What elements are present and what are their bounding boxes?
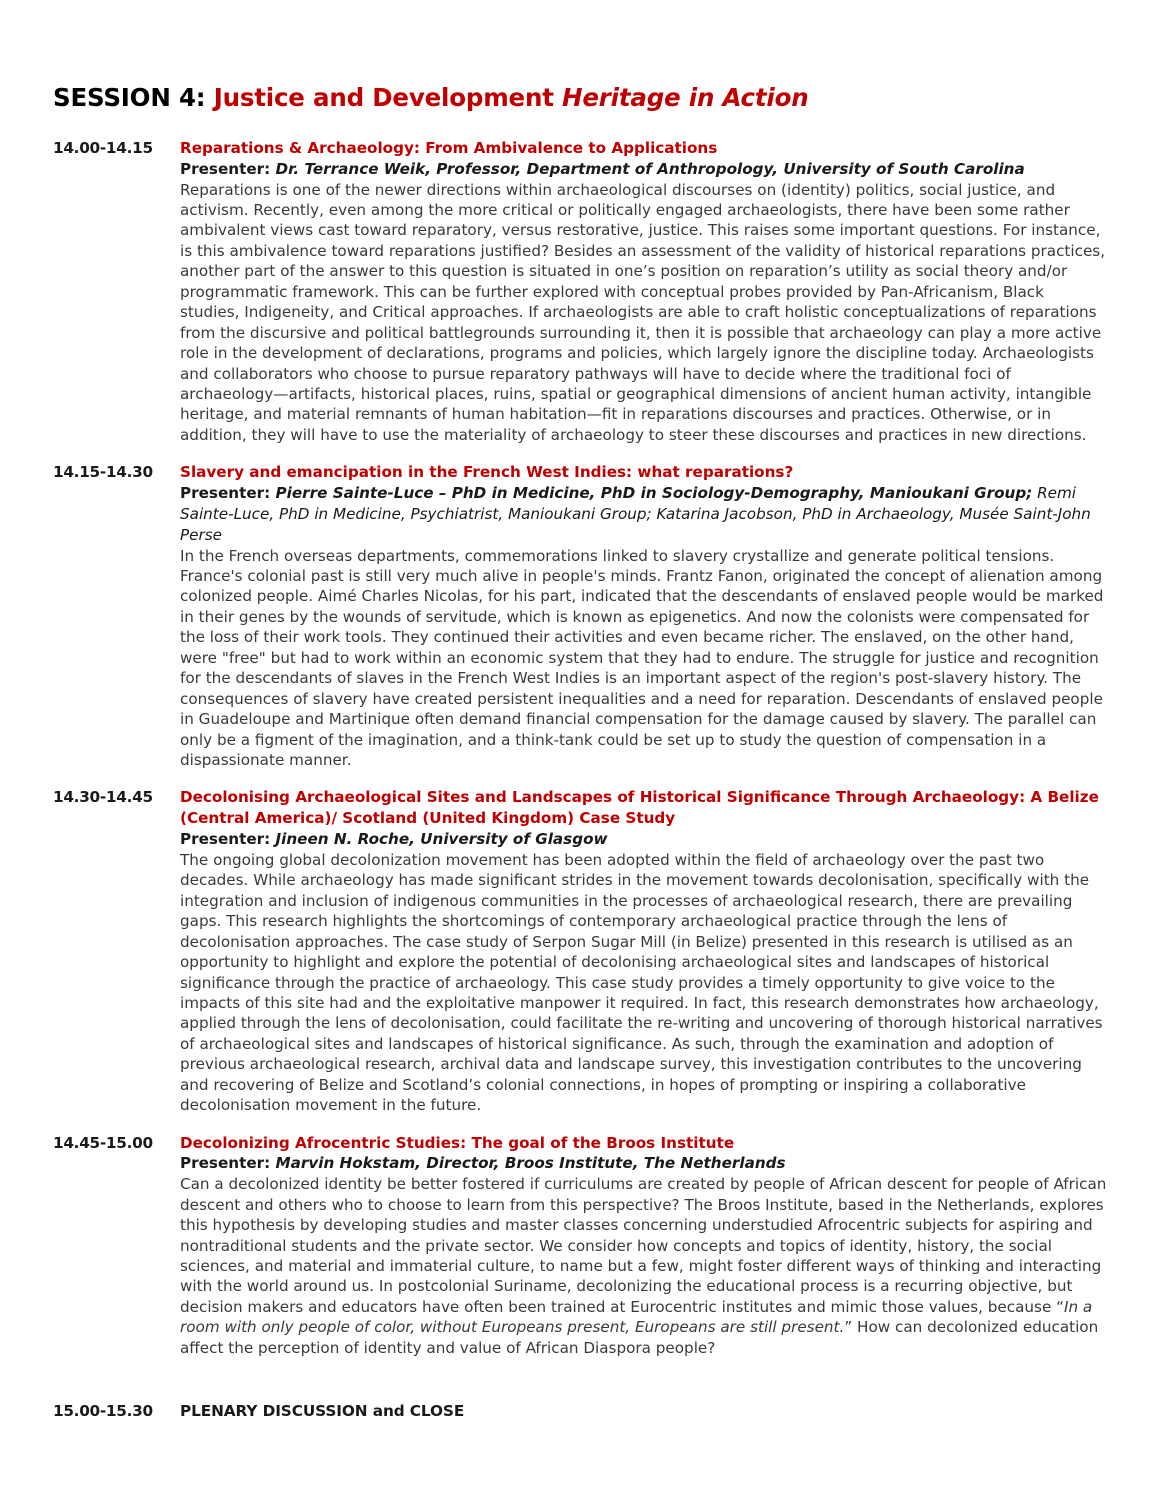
presenter-line	[180, 483, 1108, 545]
abstract-text	[180, 1174, 1108, 1358]
talk-title: Reparations & Archaeology: From Ambivalence to Applications	[180, 138, 718, 157]
presenter-label: Presenter:	[180, 484, 271, 503]
entry-time: 14.45-15.00	[53, 1133, 153, 1152]
page-title	[53, 85, 1108, 112]
schedule-entry-3	[53, 787, 1108, 1115]
presenter-label: Presenter:	[180, 1154, 271, 1173]
talk-title: Decolonising Archaeological Sites and Landscapes of Historical Significance Through Archaeology: A Belize (Central America)/ Scotland (United Kingdom) Case Study	[180, 788, 1099, 828]
abstract-text: The ongoing global decolonization movement has been adopted within the field of archaeology over the past two decades. While archaeology has made significant strides in the movement towards decolonisation, specifically with the integration and inclusion of indigenous communities in the processes of archaeological research, there are prevailing gaps. This research highlights the shortcomings of contemporary archaeological practice through the lens of decolonisation approaches. The case study of Serpon Sugar Mill (in Belize) presented in this research is utilised as an opportunity to highlight and explore the potential of decolonising archaeological sites and landscapes of historical significance through the practice of archaeology. This case study provides a timely opportunity to give voice to the impacts of this site had and the exploitative manpower it required. In fact, this research demonstrates how archaeology, applied through the lens of decolonisation, could facilitate the re-writing and uncovering of thorough historical narratives of archaeological sites and landscapes of historical significance. As such, through the examination and adoption of previous archaeological research, archival data and landscape survey, this investigation contributes to the uncovering and recovering of Belize and Scotland’s colonial connections, in hopes of prompting or inspiring a collaborative decolonisation movement in the future.	[180, 850, 1103, 1115]
entry-body	[180, 1133, 1108, 1359]
presenter-name: Dr. Terrance Weik, Professor, Department of Anthropology, University of South Carolina	[270, 159, 1025, 178]
presenter-label: Presenter:	[180, 830, 271, 849]
entry-body	[180, 462, 1108, 770]
entry-time: 14.30-14.45	[53, 788, 153, 807]
presenter-name: Marvin Hokstam, Director, Broos Institute, The Netherlands	[270, 1154, 786, 1173]
plenary-entry	[53, 1401, 1108, 1422]
session-label: SESSION 4:	[53, 83, 206, 112]
entry-time: 14.15-14.30	[53, 463, 153, 482]
presenter-name: Pierre Sainte-Luce – PhD in Medicine, PhD in Sociology-Demography, Manioukani Group;	[270, 484, 1033, 503]
entry-body	[180, 787, 1108, 1115]
presenter-label: Presenter:	[180, 159, 271, 178]
talk-title: Decolonizing Afrocentric Studies: The goal of the Broos Institute	[180, 1133, 735, 1152]
plenary-time: 15.00-15.30	[53, 1402, 153, 1421]
presenter-affiliations: Remi Sainte-Luce, PhD in Medicine, Psychiatrist, Manioukani Group; Katarina Jacobson, PhD in Archaeology, Musée Saint-John Perse	[180, 484, 1091, 544]
session-tagline: Heritage in Action	[562, 83, 809, 112]
schedule-entry-2	[53, 462, 1108, 770]
session-topic: Justice and Development	[205, 83, 563, 112]
schedule-entry-4	[53, 1133, 1108, 1359]
presenter-name: Jineen N. Roche, University of Glasgow	[270, 830, 608, 849]
presenter-line	[180, 829, 1108, 850]
schedule-entry-1	[53, 138, 1108, 445]
entry-body	[180, 138, 1108, 445]
talk-title: Slavery and emancipation in the French West Indies: what reparations?	[180, 463, 794, 482]
presenter-line	[180, 1153, 1108, 1174]
entry-time: 14.00-14.15	[53, 138, 153, 157]
abstract-quotation: In a room with only people of color, without Europeans present, Europeans are still present.	[180, 1297, 1093, 1337]
presenter-line	[180, 159, 1108, 180]
plenary-label: PLENARY DISCUSSION and CLOSE	[180, 1402, 465, 1421]
abstract-segment-1: Can a decolonized identity be better fostered if curriculums are created by people of African descent for people of African descent and others who to choose to learn from this perspective? The Broos Institute, based in the Netherlands, explores this hypothesis by developing studies and master classes concerning understudied Afrocentric subjects for aspiring and nontraditional students and the private sector. We consider how concepts and topics of identity, history, the social sciences, and material and immaterial culture, to name but a few, might foster different ways of thinking and interacting with the world around us. In postcolonial Suriname, decolonizing the educational process is a recurring objective, but decision makers and educators have often been trained at Eurocentric institutes and mimic those values, because “	[180, 1175, 1107, 1316]
abstract-text: In the French overseas departments, commemorations linked to slavery crystallize and generate political tensions. France's colonial past is still very much alive in people's minds. Frantz Fanon, originated the concept of alienation among colonized people. Aimé Charles Nicolas, for his part, indicated that the descendants of enslaved people would be marked in their genes by the wounds of servitude, which is known as epigenetics. And now the colonists were compensated for the loss of their work tools. They continued their activities and even became richer. The enslaved, on the other hand, were "free" but had to work within an economic system that they had to endure. The struggle for justice and recognition for the descendants of slaves in the French West Indies is an important aspect of the region's post-slavery history. The consequences of slavery have created persistent inequalities and a need for reparation. Descendants of enslaved people in Guadeloupe and Martinique often demand financial compensation for the damage caused by slavery. The parallel can only be a figment of the imagination, and a think-tank could be set up to study the question of compensation in a dispassionate manner.	[180, 546, 1104, 769]
abstract-text: Reparations is one of the newer directions within archaeological discourses on (identity) politics, social justice, and activism. Recently, even among the more critical or politically engaged archaeologists, there have been some rather ambivalent views cast toward reparatory, versus restorative, justice. This raises some important questions. For instance, is this ambivalence toward reparations justified? Besides an assessment of the validity of historical reparations practices, another part of the answer to this question is situated in one’s position on reparation’s utility as social theory and/or programmatic framework. This can be further explored with conceptual probes provided by Pan-Africanism, Black studies, Indigeneity, and Critical approaches. If archaeologists are able to craft holistic conceptualizations of reparations from the discursive and political battlegrounds surrounding it, then it is possible that archaeology can play a more active role in the development of declarations, programs and policies, which largely ignore the discipline today. Archaeologists and collaborators who choose to pursue reparatory pathways will have to decide where the traditional foci of archaeology—artifacts, historical places, ruins, spatial or geographical dimensions of ancient human activity, intangible heritage, and material remnants of human habitation—fit in reparations discourses and practices. Otherwise, or in addition, they will have to use the materiality of archaeology to steer these discourses and practices in new directions.	[180, 180, 1106, 444]
abstract-segment-2: ” How can decolonized education affect the perception of identity and value of African Diaspora people?	[180, 1318, 1099, 1357]
